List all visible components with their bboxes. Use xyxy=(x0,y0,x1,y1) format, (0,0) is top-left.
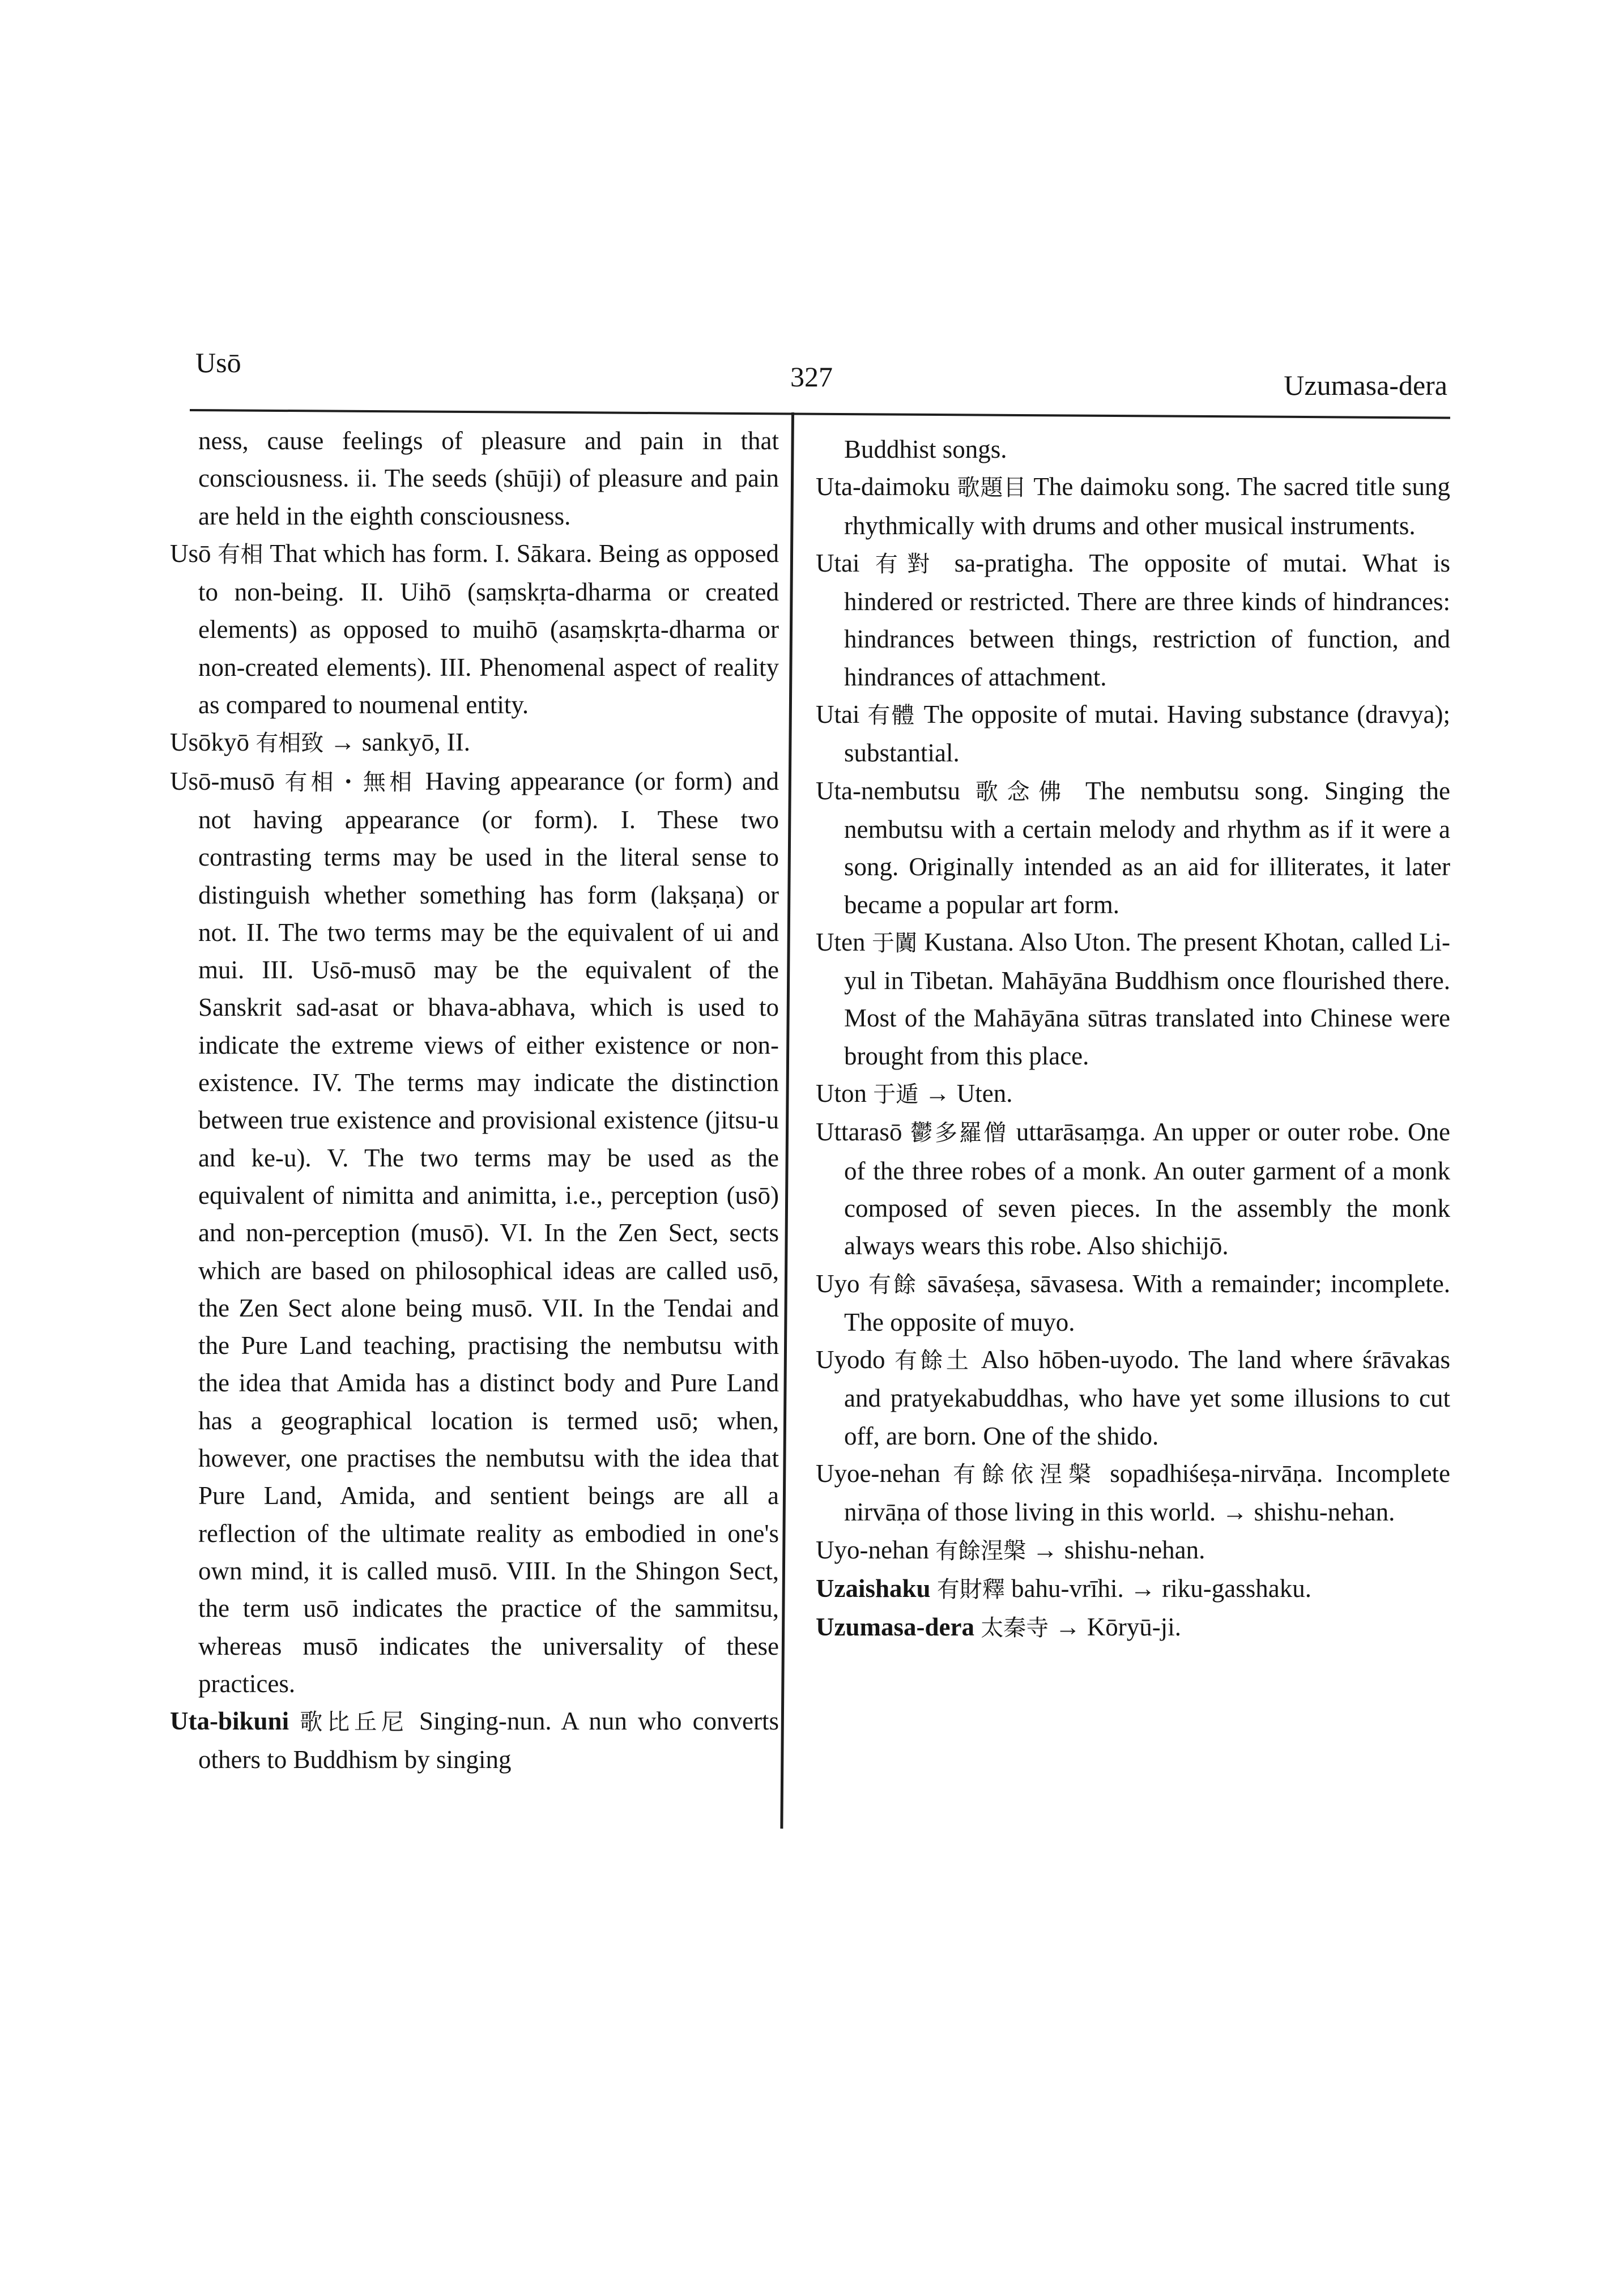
entry-text: uttarāsaṃga. An upper or outer robe. One of the three robes of a monk. An outer garment of a monk composed of seven pieces. In the assembly the monk always wears this robe. Also shichijō. xyxy=(844,1118,1451,1260)
entry-cjk: 有餘依涅槃 xyxy=(953,1462,1098,1488)
entry-text: The opposite of mutai. Having substance (dravya); substantial. xyxy=(844,700,1451,768)
entry-cjk: 歌念佛 xyxy=(975,778,1071,805)
page-number: 327 xyxy=(790,361,833,393)
entry-cjk: 有相致 xyxy=(255,730,324,757)
entry-headword: Uzaishaku xyxy=(816,1574,931,1603)
dictionary-entry xyxy=(816,772,1450,923)
dictionary-entry xyxy=(816,431,1450,468)
dictionary-entry xyxy=(816,1265,1450,1341)
header-rule xyxy=(190,409,1450,419)
entry-text: The nembutsu song. Singing the nembutsu with a certain melody and rhythm as if it were a song. Originally intended as an aid for illiterates, it later became a popular art form. xyxy=(844,776,1450,919)
entry-text: sopadhiśeṣa-nirvāṇa. Incomplete nirvāṇa of those living in this world. → shishu-nehan. xyxy=(844,1459,1451,1527)
entry-cjk: 有相・無相 xyxy=(284,769,416,795)
entry-text: sāvaśeṣa, sāvasesa. With a remainder; incomplete. The opposite of muyo. xyxy=(844,1269,1450,1336)
entry-cjk: 有餘涅槃 xyxy=(935,1537,1026,1564)
entry-headword: Uyo-nehan xyxy=(816,1535,929,1564)
dictionary-entry xyxy=(816,544,1450,696)
dictionary-entry xyxy=(816,923,1450,1075)
dictionary-entry xyxy=(816,1113,1450,1264)
entry-text: Also hōben-uyodo. The land where śrāvakas and pratyekabuddhas, who have yet some illusions to cut off, are born. One of the shido. xyxy=(844,1345,1451,1450)
entry-cjk: 鬱多羅僧 xyxy=(910,1120,1008,1147)
entry-text: Singing-nun. A nun who converts others to Buddhism by singing xyxy=(198,1707,779,1774)
entry-cjk: 于遁 xyxy=(873,1081,919,1108)
entry-text: ness, cause feelings of pleasure and pain in that consciousness. ii. The seeds (shūji) of pleasure and pain are held in the eighth consciousness. xyxy=(198,427,779,530)
dictionary-entry xyxy=(170,422,779,535)
entry-text: → Uten. xyxy=(925,1079,1013,1108)
dictionary-entry xyxy=(816,1075,1450,1113)
entry-text: → shishu-nehan. xyxy=(1032,1535,1205,1564)
entry-headword: Uzumasa-dera xyxy=(816,1613,974,1642)
entry-cjk: 有餘土 xyxy=(894,1348,972,1374)
running-head-right: Uzumasa-dera xyxy=(1284,369,1447,401)
column-divider xyxy=(780,412,794,1829)
entry-headword: Uten xyxy=(816,927,866,956)
entry-headword: Uton xyxy=(816,1079,867,1108)
entry-cjk: 太秦寺 xyxy=(981,1615,1049,1642)
entry-text: bahu-vrīhi. → riku-gasshaku. xyxy=(1011,1574,1311,1603)
dictionary-entry xyxy=(170,1702,779,1779)
dictionary-entry xyxy=(816,1608,1450,1647)
entry-cjk: 有財釋 xyxy=(936,1576,1005,1603)
entry-headword: Uttarasō xyxy=(816,1118,902,1147)
left-column xyxy=(170,422,779,1779)
entry-cjk: 有相 xyxy=(218,541,263,568)
entry-cjk: 于闐 xyxy=(872,930,918,956)
entry-headword: Uta-nembutsu xyxy=(816,776,960,805)
right-column xyxy=(816,431,1450,1647)
entry-cjk: 有體 xyxy=(867,702,916,729)
dictionary-entry xyxy=(816,1531,1450,1570)
entry-text: That which has form. I. Sākara. Being as opposed to non-being. II. Uihō (saṃskṛta-dharma or created elements) as opposed to muihō (asaṃskṛta-dharma or non-created elements). III. Phenomenal aspect of reality as compared to noumenal entity. xyxy=(198,539,779,719)
entry-text: The daimoku song. The sacred title sung rhythmically with drums and other musical instruments. xyxy=(844,472,1450,540)
entry-text: Kustana. Also Uton. The present Khotan, called Li-yul in Tibetan. Mahāyāna Buddhism once flourished there. Most of the Mahāyāna sūtras translated into Chinese were brought from this place. xyxy=(844,927,1451,1070)
entry-headword: Uyoe-nehan xyxy=(816,1459,940,1488)
entry-text: Buddhist songs. xyxy=(844,435,1007,463)
dictionary-entry xyxy=(816,468,1450,544)
entry-cjk: 有對 xyxy=(875,551,939,577)
entry-headword: Utai xyxy=(816,700,860,729)
entry-headword: Uyodo xyxy=(816,1345,885,1374)
dictionary-entry xyxy=(816,1570,1450,1608)
entry-headword: Uyo xyxy=(816,1269,860,1298)
entry-cjk: 有餘 xyxy=(868,1271,919,1298)
entry-headword: Utai xyxy=(816,548,860,577)
entry-text: → sankyō, II. xyxy=(330,728,470,757)
entry-text: sa-pratigha. The opposite of mutai. What is hindered or restricted. There are three kinds of hindrances: hindrances between things, restriction of function, and hindrances of attachment. xyxy=(844,548,1451,691)
dictionary-entry xyxy=(170,723,779,762)
entry-text: → Kōryū-ji. xyxy=(1055,1613,1181,1642)
dictionary-entry xyxy=(170,763,779,1702)
entry-cjk: 歌比丘尼 xyxy=(300,1709,408,1736)
dictionary-entry xyxy=(816,1341,1450,1455)
entry-headword: Uta-daimoku xyxy=(816,472,951,501)
entry-text: Having appearance (or form) and not having appearance (or form). I. These two contrasting terms may be used in the literal sense to distinguish whether something has form (lakṣaṇa) or not. II. The two terms may be the equivalent of ui and mui. III. Usō-musō may be the equivalent of the Sanskrit sad-asat or bhava-abhava, which is used to indicate the extreme views of either existence or non-existence. IV. The terms may indicate the distinction between true existence and provisional existence (jitsu-u and ke-u). V. The two terms may be used as the equivalent of nimitta and animitta, i.e., perception (usō) and non-perception (musō). VI. In the Zen Sect, sects which are based on philosophical ideas are called usō, the Zen Sect alone being musō. VII. In the Tendai and the Pure Land teaching, practising the nembutsu with the idea that Amida has a distinct body and Pure Land has a geographical location is termed usō; when, however, one practises the nembutsu with the idea that Pure Land, Amida, and sentient beings are all a reflection of the ultimate reality as embodied in one's own mind, it is called musō. VIII. In the Shingon Sect, the term usō indicates the practice of the sammitsu, whereas musō indicates the universality of these practices. xyxy=(198,766,779,1698)
dictionary-entry xyxy=(816,696,1450,772)
entry-headword: Usō xyxy=(170,539,211,568)
entry-cjk: 歌題目 xyxy=(957,475,1027,501)
dictionary-entry xyxy=(816,1455,1450,1531)
entry-headword: Uta-bikuni xyxy=(170,1707,289,1736)
entry-headword: Usō-musō xyxy=(170,766,275,795)
dictionary-entry xyxy=(170,535,779,723)
entry-headword: Usōkyō xyxy=(170,728,250,757)
running-head-left: Usō xyxy=(195,347,241,378)
